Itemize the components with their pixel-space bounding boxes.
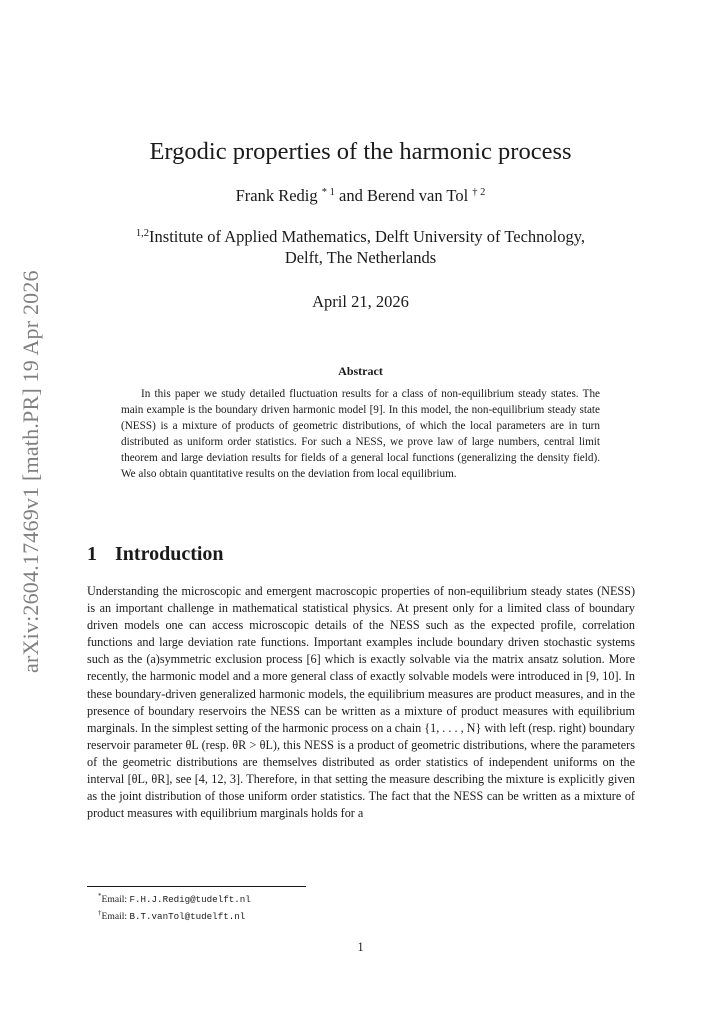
email-link[interactable]: B.T.vanTol@tudelft.nl xyxy=(129,910,246,922)
abstract-text: In this paper we study detailed fluctuation results for a class of non-equilibrium steady states. The main example is the boundary driven harmonic model [9]. In this model, the non-equilibrium steady state (NESS) is a mixture of products of geometric distributions, of which the local parameters are in turn distributed as uniform order statistics. For such a NESS, we prove law of large numbers, central limit theorem and large deviation results for fields of a general local functions (generalizing the density field). We also obtain quantitative results on the deviation from local equilibrium. xyxy=(121,388,600,480)
footnote-divider xyxy=(87,886,306,887)
section-number: 1 xyxy=(87,543,97,565)
introduction-text: Understanding the microscopic and emergent macroscopic properties of non-equilibrium steady states (NESS) is an important challenge in mathematical statistical physics. At present only for a limited class of boundary driven models one can access microscopic details of the NESS such as the expected profile, correlation functions and large deviation rate functions. Important examples include boundary driven stochastic systems such as the (a)symmetric exclusion process [6] which is exactly solvable via the matrix ansatz solution. More recently, the harmonic model and a more general class of exactly solvable models were introduced in [9, 10]. In these boundary-driven generalized harmonic models, the equilibrium measures are product measures, and in the presence of boundary reservoirs the NESS can be written as a mixture of product measures with equilibrium marginals. In the simplest setting of the harmonic process on a chain {1, . . . , N} with left (resp. right) boundary reservoir parameter θL (resp. θR > θL), this NESS is a product of geometric distributions, where the parameters of the geometric distributions are themselves distributed as order statistics of independent uniforms on the interval [θL, θR], see [4, 12, 3]. Therefore, in that setting the measure describing the mixture is explicitly given as the joint distribution of those uniform order statistics. The fact that the NESS can be written as a mixture of product measures with equilibrium marginals holds for a xyxy=(87,584,635,821)
footnote-label: Email: xyxy=(101,910,128,922)
section-heading xyxy=(87,543,224,566)
author-footnote-marks: † 2 xyxy=(472,187,486,198)
author-conjunction: and xyxy=(339,186,363,205)
author-name: Frank Redig xyxy=(235,186,318,205)
author-footnote-marks: * 1 xyxy=(321,187,335,198)
paper-date: April 21, 2026 xyxy=(312,292,409,311)
footnotes xyxy=(98,890,251,923)
email-link[interactable]: F.H.J.Redig@tudelft.nl xyxy=(129,894,251,905)
footnote-mark: * xyxy=(98,892,102,900)
footnote-email-1 xyxy=(98,890,251,907)
footnote-mark: † xyxy=(98,908,102,917)
abstract-heading: Abstract xyxy=(338,364,383,378)
arxiv-identifier-stamp: arXiv:2604.17469v1 [math.PR] 19 Apr 2026 xyxy=(18,270,43,673)
author-line xyxy=(0,186,721,206)
footnote-email-2 xyxy=(98,907,251,924)
affiliation-location: Delft, The Netherlands xyxy=(284,248,437,267)
paper-title: Ergodic properties of the harmonic process xyxy=(149,138,572,165)
affiliation xyxy=(80,223,641,268)
affiliation-marks: 1,2 xyxy=(135,228,150,239)
section-title: Introduction xyxy=(115,543,224,565)
affiliation-institute: Institute of Applied Mathematics, Delft University of Technology, xyxy=(149,227,586,246)
page-number: 1 xyxy=(357,940,364,954)
author-name: Berend van Tol xyxy=(366,186,469,205)
affiliation-line xyxy=(80,223,641,247)
footnote-label: Email: xyxy=(101,894,128,905)
